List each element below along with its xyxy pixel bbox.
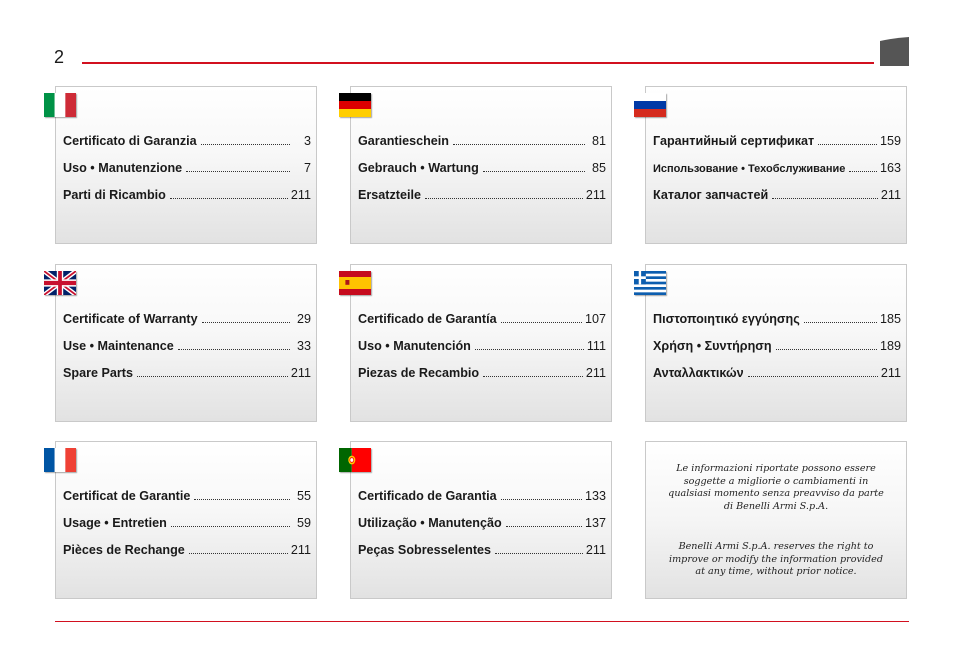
entry-page: 111 — [586, 339, 606, 353]
toc-entry[interactable] — [63, 335, 311, 353]
entry-page: 211 — [880, 366, 901, 380]
entry-page: 211 — [585, 188, 606, 202]
disclaimer-card — [645, 441, 907, 599]
entry-label: Использование • Техобслуживание — [653, 163, 846, 175]
germany-flag-icon — [339, 93, 371, 117]
entry-page: 211 — [585, 366, 606, 380]
toc-entry[interactable] — [653, 184, 901, 202]
entry-label: Certificado de Garantía — [358, 312, 497, 326]
toc-entry[interactable] — [358, 130, 606, 148]
entry-page: 107 — [584, 312, 606, 326]
toc-card-greek — [645, 264, 907, 422]
greece-flag-icon — [634, 271, 666, 295]
disclaimer-italian: Le informazioni riportate possono essere soggette a migliorie o cambiamenti in qualsiasi momento senza preavviso da parte di Benelli Armi S.p.A. — [668, 463, 884, 512]
entry-label: Certificato di Garanzia — [63, 134, 197, 148]
toc-entry[interactable] — [63, 539, 311, 557]
entry-page: 211 — [290, 543, 311, 557]
toc-entry[interactable] — [358, 485, 606, 503]
france-flag-icon — [44, 448, 76, 472]
portugal-flag-icon — [339, 448, 371, 472]
entry-label: Gebrauch • Wartung — [358, 161, 479, 175]
toc-entry[interactable] — [653, 130, 901, 148]
entry-page: 133 — [584, 489, 606, 503]
page-number: 2 — [54, 47, 65, 67]
toc-entry[interactable] — [63, 130, 311, 148]
entry-label: Use • Maintenance — [63, 339, 174, 353]
entry-label: Certificado de Garantia — [358, 489, 497, 503]
toc-card-spanish — [350, 264, 612, 422]
entry-page: 211 — [290, 366, 311, 380]
top-rule — [82, 62, 874, 64]
entry-label: Garantieschein — [358, 134, 449, 148]
russia-flag-icon — [634, 93, 666, 117]
toc-entry[interactable] — [63, 362, 311, 380]
toc-entry[interactable] — [358, 539, 606, 557]
entry-page: 185 — [879, 312, 901, 326]
toc-entry[interactable] — [653, 308, 901, 326]
entry-label: Uso • Manutenzione — [63, 161, 183, 175]
toc-entry[interactable] — [653, 335, 901, 353]
entry-page: 159 — [879, 134, 901, 148]
entry-page: 85 — [591, 161, 606, 175]
bottom-rule — [55, 621, 909, 622]
entry-page: 81 — [591, 134, 606, 148]
toc-card-italian — [55, 86, 317, 244]
corner-tab-icon — [880, 37, 909, 66]
toc-entry[interactable] — [63, 308, 311, 326]
entry-label: Гарантийный сертификат — [653, 134, 815, 148]
entry-page: 163 — [879, 161, 901, 175]
entry-page: 137 — [584, 516, 606, 530]
entry-page: 55 — [296, 489, 311, 503]
entry-page: 7 — [303, 161, 311, 175]
entry-label: Каталог запчастей — [653, 188, 769, 202]
entry-page: 3 — [303, 134, 311, 148]
toc-entry[interactable] — [358, 308, 606, 326]
toc-entry[interactable] — [358, 362, 606, 380]
entry-label: Ανταλλακτικών — [653, 366, 744, 380]
entry-label: Peças Sobresselentes — [358, 543, 492, 557]
toc-card-portuguese — [350, 441, 612, 599]
entry-label: Piezas de Recambio — [358, 366, 480, 380]
toc-entry[interactable] — [653, 362, 901, 380]
entry-page: 29 — [296, 312, 311, 326]
disclaimer-english: Benelli Armi S.p.A. reserves the right to improve or modify the information provided at any time, without prior notice. — [669, 541, 883, 577]
toc-entry[interactable] — [358, 157, 606, 175]
toc-card-french — [55, 441, 317, 599]
entry-page: 211 — [585, 543, 606, 557]
entry-page: 189 — [879, 339, 901, 353]
entry-page: 211 — [880, 188, 901, 202]
toc-card-english — [55, 264, 317, 422]
toc-entry[interactable] — [63, 512, 311, 530]
entry-page: 59 — [296, 516, 311, 530]
toc-entry[interactable] — [358, 184, 606, 202]
entry-label: Certificat de Garantie — [63, 489, 191, 503]
uk-flag-icon — [44, 271, 76, 295]
entry-page: 33 — [296, 339, 311, 353]
entry-label: Πιστοποιητικό εγγύησης — [653, 312, 800, 326]
entry-label: Spare Parts — [63, 366, 134, 380]
entry-label: Certificate of Warranty — [63, 312, 198, 326]
entry-label: Usage • Entretien — [63, 516, 167, 530]
toc-entry[interactable] — [653, 157, 901, 175]
entry-label: Uso • Manutención — [358, 339, 471, 353]
spain-flag-icon — [339, 271, 371, 295]
toc-entry[interactable] — [358, 335, 606, 353]
toc-card-russian — [645, 86, 907, 244]
entry-label: Utilização • Manutenção — [358, 516, 502, 530]
toc-entry[interactable] — [63, 485, 311, 503]
entry-page: 211 — [290, 188, 311, 202]
toc-entry[interactable] — [63, 184, 311, 202]
toc-entry[interactable] — [358, 512, 606, 530]
entry-label: Χρήση • Συντήρηση — [653, 339, 772, 353]
entry-label: Parti di Ricambio — [63, 188, 166, 202]
entry-label: Pièces de Rechange — [63, 543, 185, 557]
entry-label: Ersatzteile — [358, 188, 421, 202]
toc-card-german — [350, 86, 612, 244]
toc-entry[interactable] — [63, 157, 311, 175]
italy-flag-icon — [44, 93, 76, 117]
